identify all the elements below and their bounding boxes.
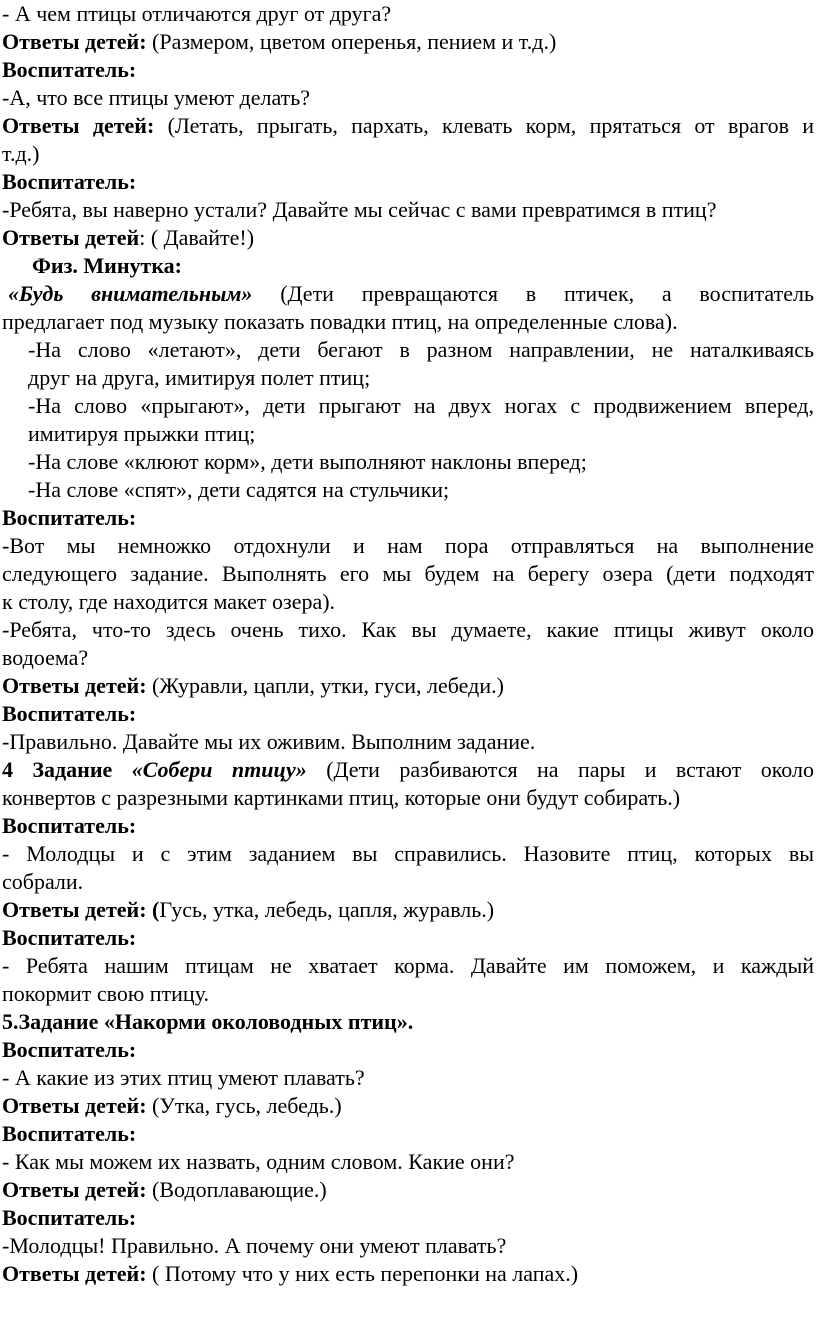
task-number: 4 Задание — [2, 757, 132, 782]
list-line — [2, 448, 814, 476]
text-line — [2, 560, 814, 588]
text-line — [2, 84, 814, 112]
line-text: т.д.) — [2, 141, 40, 166]
line-text: - А какие из этих птиц умеют плавать? — [2, 1065, 365, 1090]
line-text: - А чем птицы отличаются друг от друга? — [2, 1, 392, 26]
text-line — [2, 616, 814, 644]
children-answer — [2, 896, 814, 924]
text-line — [2, 644, 814, 672]
children-answer — [2, 28, 814, 56]
list-text: -На слово «прыгают», дети прыгают на двух ногах с продвижением вперед, — [28, 393, 814, 418]
game-title — [8, 281, 252, 306]
list-text: -На слово «летают», дети бегают в разном направлении, не наталкиваясь — [28, 337, 814, 362]
line-text: -А, что все птицы умеют делать? — [2, 85, 311, 110]
answer-text: (Размером, цветом оперенья, пением и т.д.) — [146, 29, 557, 54]
answer-text: (Журавли, цапли, утки, гуси, лебеди.) — [146, 673, 504, 698]
line-text: - Молодцы и с этим заданием вы справились. Назовите птиц, которых вы — [2, 841, 814, 866]
task-title — [132, 757, 307, 782]
text-line — [2, 840, 814, 868]
speaker-heading — [2, 1008, 814, 1036]
answer-text: : ( Давайте!) — [139, 225, 255, 250]
answer-text: Гусь, утка, лебедь, цапля, журавль.) — [159, 897, 495, 922]
answer-label: Ответы детей — [2, 225, 140, 250]
text-line — [2, 980, 814, 1008]
heading-text: Воспитатель: — [2, 925, 137, 950]
answer-text: (Водоплавающие.) — [146, 1177, 327, 1202]
task-intro — [2, 756, 814, 784]
speaker-heading — [2, 1204, 814, 1232]
answer-text: (Летать, прыгать, пархать, клевать корм, прятаться от врагов и — [154, 113, 815, 138]
text-line — [2, 196, 814, 224]
task-title-text: «Собери птицу» — [131, 757, 307, 782]
section-heading — [2, 252, 814, 280]
answer-text: (Утка, гусь, лебедь.) — [146, 1093, 342, 1118]
speaker-heading — [2, 168, 814, 196]
list-line — [2, 336, 814, 364]
game-intro — [2, 280, 814, 308]
list-line — [2, 476, 814, 504]
text-line — [2, 308, 814, 336]
line-text: -Молодцы! Правильно. А почему они умеют плавать? — [2, 1233, 507, 1258]
text-line — [2, 1064, 814, 1092]
children-answer — [2, 1176, 814, 1204]
task-text: (Дети разбиваются на пары и встают около — [306, 757, 814, 782]
list-text: имитируя прыжки птиц; — [28, 421, 256, 446]
answer-label: Ответы детей: — [2, 673, 147, 698]
line-text: предлагает под музыку показать повадки птиц, на определенные слова). — [2, 309, 678, 334]
answer-text: ( Потому что у них есть перепонки на лапах.) — [146, 1261, 579, 1286]
children-answer — [2, 1092, 814, 1120]
answer-label: Ответы детей: — [2, 113, 155, 138]
text-line — [2, 1148, 814, 1176]
children-answer — [2, 112, 814, 140]
line-text: следующего задание. Выполнять его мы будем на берегу озера (дети подходят — [2, 561, 814, 586]
line-text: -Ребята, вы наверно устали? Давайте мы сейчас с вами превратимся в птиц? — [2, 197, 717, 222]
answer-label: Ответы детей: — [2, 1177, 147, 1202]
list-line — [2, 420, 814, 448]
heading-text: Воспитатель: — [2, 813, 137, 838]
speaker-heading — [2, 700, 814, 728]
game-title-text: «Будь внимательным» — [8, 281, 253, 306]
text-line — [2, 728, 814, 756]
heading-text: Воспитатель: — [2, 1037, 137, 1062]
list-line — [2, 392, 814, 420]
line-text: к столу, где находится макет озера). — [2, 589, 336, 614]
line-text: - Как мы можем их назвать, одним словом. Какие они? — [2, 1149, 515, 1174]
speaker-heading — [2, 812, 814, 840]
answer-label: Ответы детей: ( — [2, 897, 160, 922]
answer-label: Ответы детей: — [2, 29, 147, 54]
line-text: собрали. — [2, 869, 84, 894]
text-line — [2, 868, 814, 896]
line-text: -Правильно. Давайте мы их оживим. Выполним задание. — [2, 729, 536, 754]
text-line — [2, 952, 814, 980]
speaker-heading — [2, 56, 814, 84]
answer-label: Ответы детей: — [2, 1261, 147, 1286]
heading-text: Воспитатель: — [2, 169, 137, 194]
text-line — [2, 588, 814, 616]
text-line — [2, 784, 814, 812]
line-text: водоема? — [2, 645, 89, 670]
children-answer — [2, 224, 814, 252]
heading-text: Воспитатель: — [2, 505, 137, 530]
text-line — [2, 0, 814, 28]
heading-text: Воспитатель: — [2, 57, 137, 82]
line-text: -Вот мы немножко отдохнули и нам пора отправляться на выполнение — [2, 533, 814, 558]
speaker-heading — [2, 1036, 814, 1064]
heading-text: 5.Задание «Накорми околоводных птиц». — [2, 1009, 414, 1034]
heading-text: Воспитатель: — [2, 1205, 137, 1230]
text-line — [2, 140, 814, 168]
speaker-heading — [2, 924, 814, 952]
line-text: - Ребята нашим птицам не хватает корма. Давайте им поможем, и каждый — [2, 953, 814, 978]
line-text: конвертов с разрезными картинками птиц, которые они будут собирать.) — [2, 785, 681, 810]
heading-text: Физ. Минутка: — [32, 253, 183, 278]
list-line — [2, 364, 814, 392]
list-text: -На слове «спят», дети садятся на стульчики; — [28, 477, 450, 502]
children-answer — [2, 672, 814, 700]
speaker-heading — [2, 504, 814, 532]
children-answer — [2, 1260, 814, 1288]
list-text: друг на друга, имитируя полет птиц; — [28, 365, 371, 390]
speaker-heading — [2, 1120, 814, 1148]
heading-text: Воспитатель: — [2, 1121, 137, 1146]
game-text: (Дети превращаются в птичек, а воспитатель — [252, 281, 814, 306]
heading-text: Воспитатель: — [2, 701, 137, 726]
line-text: покормит свою птицу. — [2, 981, 209, 1006]
list-text: -На слове «клюют корм», дети выполняют наклоны вперед; — [28, 449, 587, 474]
line-text: -Ребята, что-то здесь очень тихо. Как вы думаете, какие птицы живут около — [2, 617, 814, 642]
answer-label: Ответы детей: — [2, 1093, 147, 1118]
text-line — [2, 1232, 814, 1260]
text-line — [2, 532, 814, 560]
